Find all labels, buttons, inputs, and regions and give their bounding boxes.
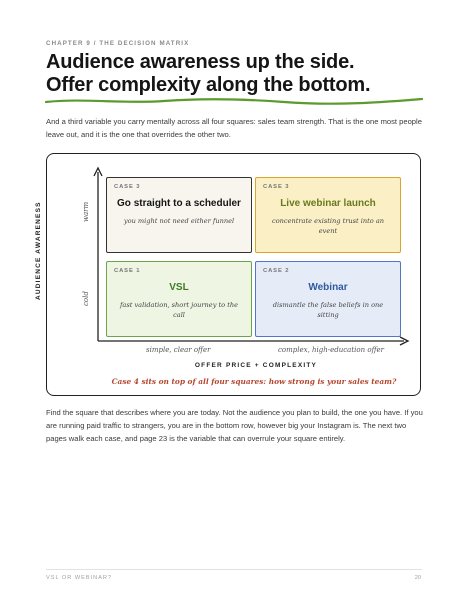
footer-running-title: VSL OR WEBINAR?: [46, 575, 113, 581]
quadrant-case-label: CASE 2: [263, 268, 290, 274]
x-axis-title: OFFER PRICE + COMPLEXITY: [194, 362, 318, 369]
quadrant-note: you might not need either funnel: [123, 217, 235, 225]
quadrant-case-label: CASE 3: [114, 184, 141, 190]
quadrant-top-right: [255, 177, 401, 253]
body-paragraph: Find the square that describes where you are today. Not the audience you plan to build, the one you have. If you are running paid traffic to strangers, you are in the bottom row, however big your Instagram is. The next two pages walk each case, and page 23 is the variable that can overrule your square entirely.: [46, 408, 423, 443]
quadrant-note: fast validation, short journey to the call: [119, 301, 239, 319]
x-axis-low-label: simple, clear offer: [146, 346, 211, 354]
page-number: 20: [414, 575, 421, 581]
title-line-2: Offer complexity along the bottom.: [46, 73, 371, 96]
quadrant-case-label: CASE 3: [263, 184, 290, 190]
quadrant-title: Webinar: [308, 282, 348, 293]
quadrant-title: VSL: [169, 282, 189, 293]
quadrant-title: Go straight to a scheduler: [117, 198, 241, 209]
quadrant-note: dismantle the false beliefs in one sitting: [272, 301, 384, 319]
quadrant-note: concentrate existing trust into an event: [272, 217, 384, 235]
quadrant-bottom-right: [255, 261, 401, 337]
quadrant-case-label: CASE 1: [114, 268, 141, 274]
quadrant-top-left: [106, 177, 252, 253]
y-axis-title: AUDIENCE AWARENESS: [35, 201, 42, 300]
quadrant-bottom-left: [106, 261, 252, 337]
y-axis-high-label: warm: [82, 201, 90, 222]
quadrant-title: Live webinar launch: [280, 198, 376, 209]
case4-callout: Case 4 sits on top of all four squares: how strong is your sales team?: [111, 377, 397, 386]
footer-divider: [46, 569, 422, 570]
x-axis-high-label: complex, high-education offer: [278, 346, 385, 354]
y-axis-low-label: cold: [82, 291, 90, 306]
title-line-1: Audience awareness up the side.: [46, 51, 355, 73]
chapter-eyebrow: CHAPTER 9 / THE DECISION MATRIX: [46, 40, 190, 47]
intro-paragraph: And a third variable you carry mentally across all four squares: sales team strength. That is the one most people leave out, and it is the one that overrides the other two.: [46, 117, 422, 139]
